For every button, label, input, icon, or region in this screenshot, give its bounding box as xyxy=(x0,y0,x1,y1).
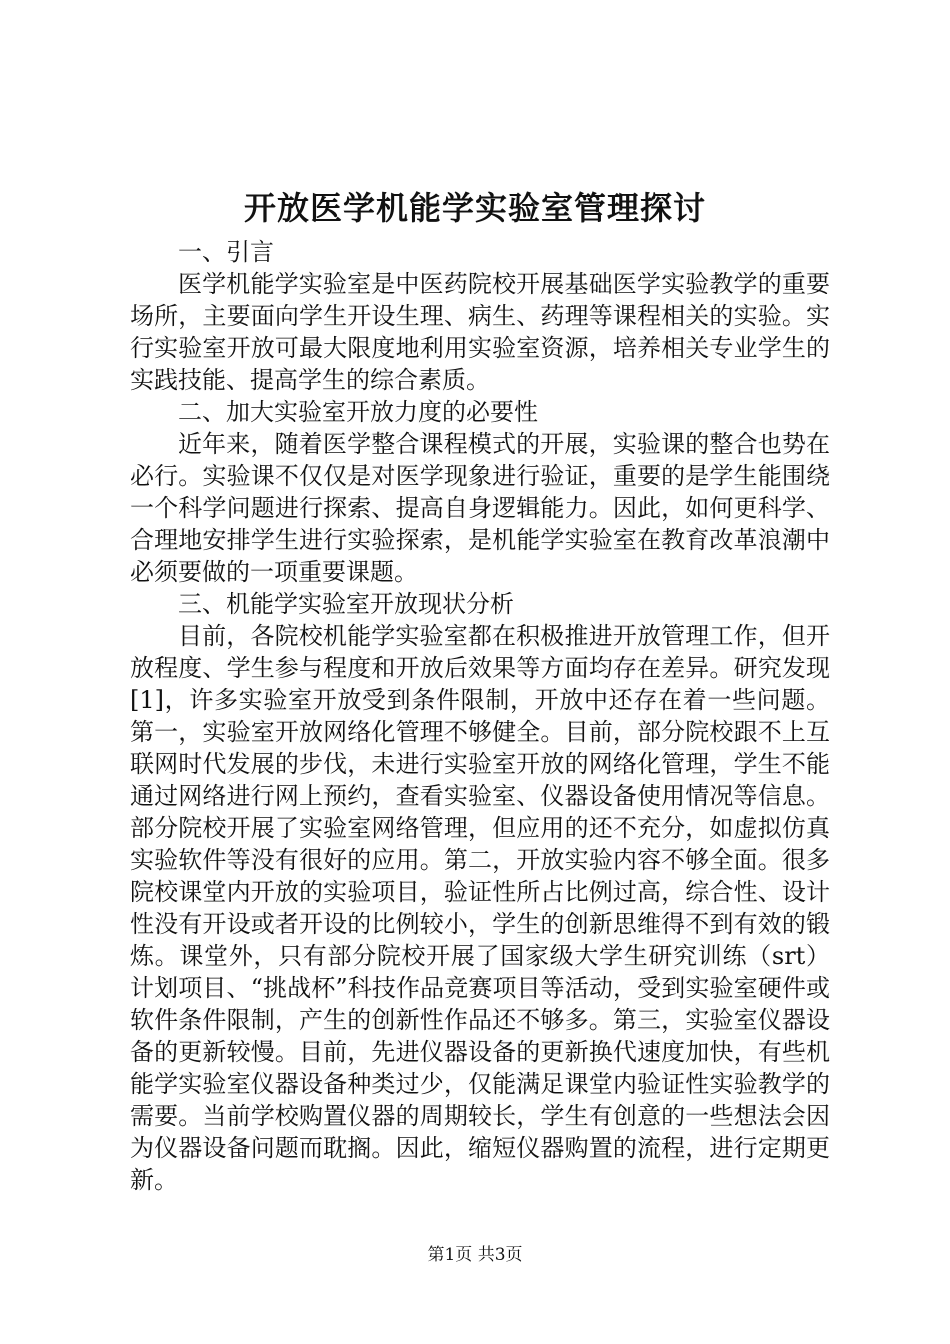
paragraph-introduction: 医学机能学实验室是中医药院校开展基础医学实验教学的重要场所，主要面向学生开设生理、病生、药理等课程相关的实验。实行实验室开放可最大限度地利用实验室资源，培养相关专业学生的实践技能、提高学生的综合素质。 xyxy=(130,270,830,394)
document-title: 开放医学机能学实验室管理探讨 xyxy=(243,189,706,227)
section-heading-necessity: 二、加大实验室开放力度的必要性 xyxy=(178,398,538,426)
paragraph-status-analysis: 目前，各院校机能学实验室都在积极推进开放管理工作，但开放程度、学生参与程度和开放后效果等方面均存在差异。研究发现[1]，许多实验室开放受到条件限制，开放中还存在着一些问题。第一，实验室开放网络化管理不够健全。目前，部分院校跟不上互联网时代发展的步伐，未进行实验室开放的网络化管理，学生不能通过网络进行网上预约，查看实验室、仪器设备使用情况等信息。部分院校开展了实验室网络管理，但应用的还不充分，如虚拟仿真实验软件等没有很好的应用。第二，开放实验内容不够全面。很多院校课堂内开放的实验项目，验证性所占比例过高，综合性、设计性没有开设或者开设的比例较小，学生的创新思维得不到有效的锻炼。课堂外，只有部分院校开展了国家级大学生研究训练（srt）计划项目、“挑战杯”科技作品竞赛项目等活动，受到实验室硬件或软件条件限制，产生的创新性作品还不够多。第三，实验室仪器设备的更新较慢。目前，先进仪器设备的更新换代速度加快，有些机能学实验室仪器设备种类过少，仅能满足课堂内验证性实验教学的需要。当前学校购置仪器的周期较长，学生有创意的一些想法会因为仪器设备问题而耽搁。因此，缩短仪器购置的流程，进行定期更新。 xyxy=(130,622,830,1194)
section-heading-introduction: 一、引言 xyxy=(178,238,274,266)
page-number-footer: 第1页 共3页 xyxy=(427,1245,523,1265)
paragraph-necessity: 近年来，随着医学整合课程模式的开展，实验课的整合也势在必行。实验课不仅仅是对医学现象进行验证，重要的是学生能围绕一个科学问题进行探索、提高自身逻辑能力。因此，如何更科学、合理地安排学生进行实验探索，是机能学实验室在教育改革浪潮中必须要做的一项重要课题。 xyxy=(130,430,830,586)
section-heading-status-analysis: 三、机能学实验室开放现状分析 xyxy=(178,590,514,618)
document-body xyxy=(130,236,830,1196)
